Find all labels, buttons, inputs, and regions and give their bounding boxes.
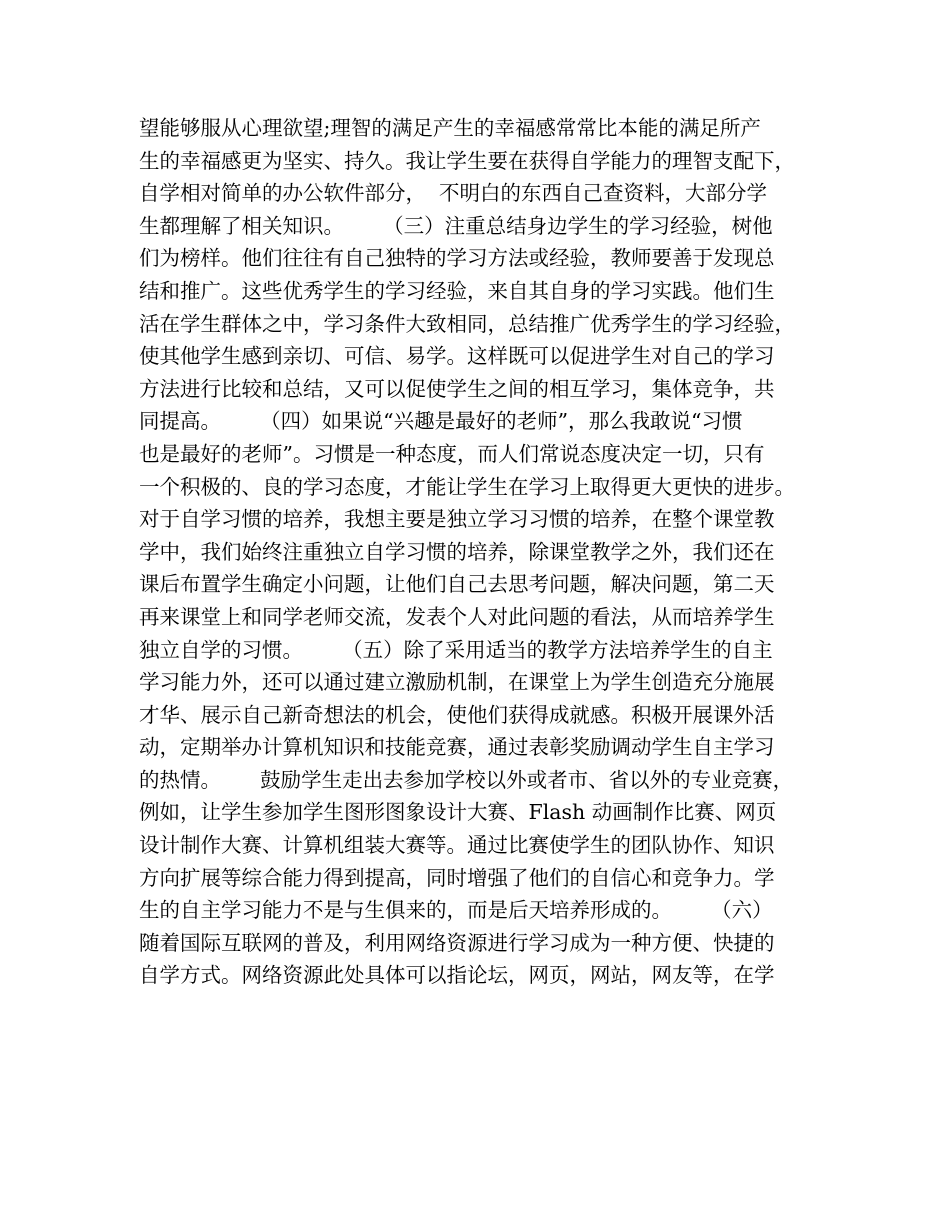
text-line: 同提高。 （四）如果说“兴趣是最好的老师”，那么我敢说“习惯	[139, 409, 743, 434]
text-line: 活在学生群体之中，学习条件大致相同，总结推广优秀学生的学习经验，	[139, 311, 795, 336]
text-line: 对于自学习惯的培养，我想主要是独立学习习惯的培养，在整个课堂教	[139, 507, 775, 532]
text-line: 方法进行比较和总结，又可以促使学生之间的相互学习，集体竞争，共	[139, 376, 775, 401]
text-line: 生都理解了相关知识。 （三）注重总结身边学生的学习经验，树他	[139, 213, 773, 238]
text-line: 自学相对简单的办公软件部分， 不明白的东西自己查资料，大部分学	[139, 181, 768, 206]
text-line: 生的自主学习能力不是与生俱来的，而是后天培养形成的。 （六）	[139, 898, 773, 923]
text-line: 方向扩展等综合能力得到提高，同时增强了他们的自信心和竞争力。学	[139, 865, 775, 890]
text-line: 们为榜样。他们往往有自己独特的学习方法或经验，教师要善于发现总	[139, 246, 775, 271]
text-line: 生的幸福感更为坚实、持久。我让学生要在获得自学能力的理智支配下，	[139, 148, 795, 173]
body-text	[139, 112, 829, 992]
text-line: 随着国际互联网的普及，利用网络资源进行学习成为一种方便、快捷的	[139, 930, 775, 955]
text-line: 才华、展示自己新奇想法的机会，使他们获得成就感。积极开展课外活	[139, 702, 775, 727]
text-line: 自学方式。网络资源此处具体可以指论坛，网页，网站，网友等，在学	[139, 963, 775, 988]
text-line: 一个积极的、良的学习态度，才能让学生在学习上取得更大更快的进步。	[139, 474, 795, 499]
text-line: 再来课堂上和同学老师交流，发表个人对此问题的看法，从而培养学生	[139, 604, 775, 629]
text-line: 也是最好的老师”。习惯是一种态度，而人们常说态度决定一切，只有	[139, 441, 765, 466]
text-line: 课后布置学生确定小问题，让他们自己去思考问题，解决问题，第二天	[139, 572, 775, 597]
text-line: 结和推广。这些优秀学生的学习经验，来自其自身的学习实践。他们生	[139, 278, 775, 303]
text-line: 使其他学生感到亲切、可信、易学。这样既可以促进学生对自己的学习	[139, 344, 775, 369]
text-line: 设计制作大赛、计算机组装大赛等。通过比赛使学生的团队协作、知识	[139, 833, 775, 858]
text-line: 的热情。 鼓励学生走出去参加学校以外或者市、省以外的专业竞赛，	[139, 767, 794, 792]
text-line: 望能够服从心理欲望;理智的满足产生的幸福感常常比本能的满足所产	[139, 116, 761, 140]
text-line: 学习能力外，还可以通过建立激励机制，在课堂上为学生创造充分施展	[139, 670, 775, 695]
text-line: 动，定期举办计算机知识和技能竞赛，通过表彰奖励调动学生自主学习	[139, 735, 775, 760]
text-line: 学中，我们始终注重独立自学习惯的培养，除课堂教学之外，我们还在	[139, 539, 775, 564]
text-line: 例如，让学生参加学生图形图象设计大赛、Flash 动画制作比赛、网页	[139, 800, 777, 825]
text-line: 独立自学的习惯。 （五）除了采用适当的教学方法培养学生的自主	[139, 637, 773, 662]
